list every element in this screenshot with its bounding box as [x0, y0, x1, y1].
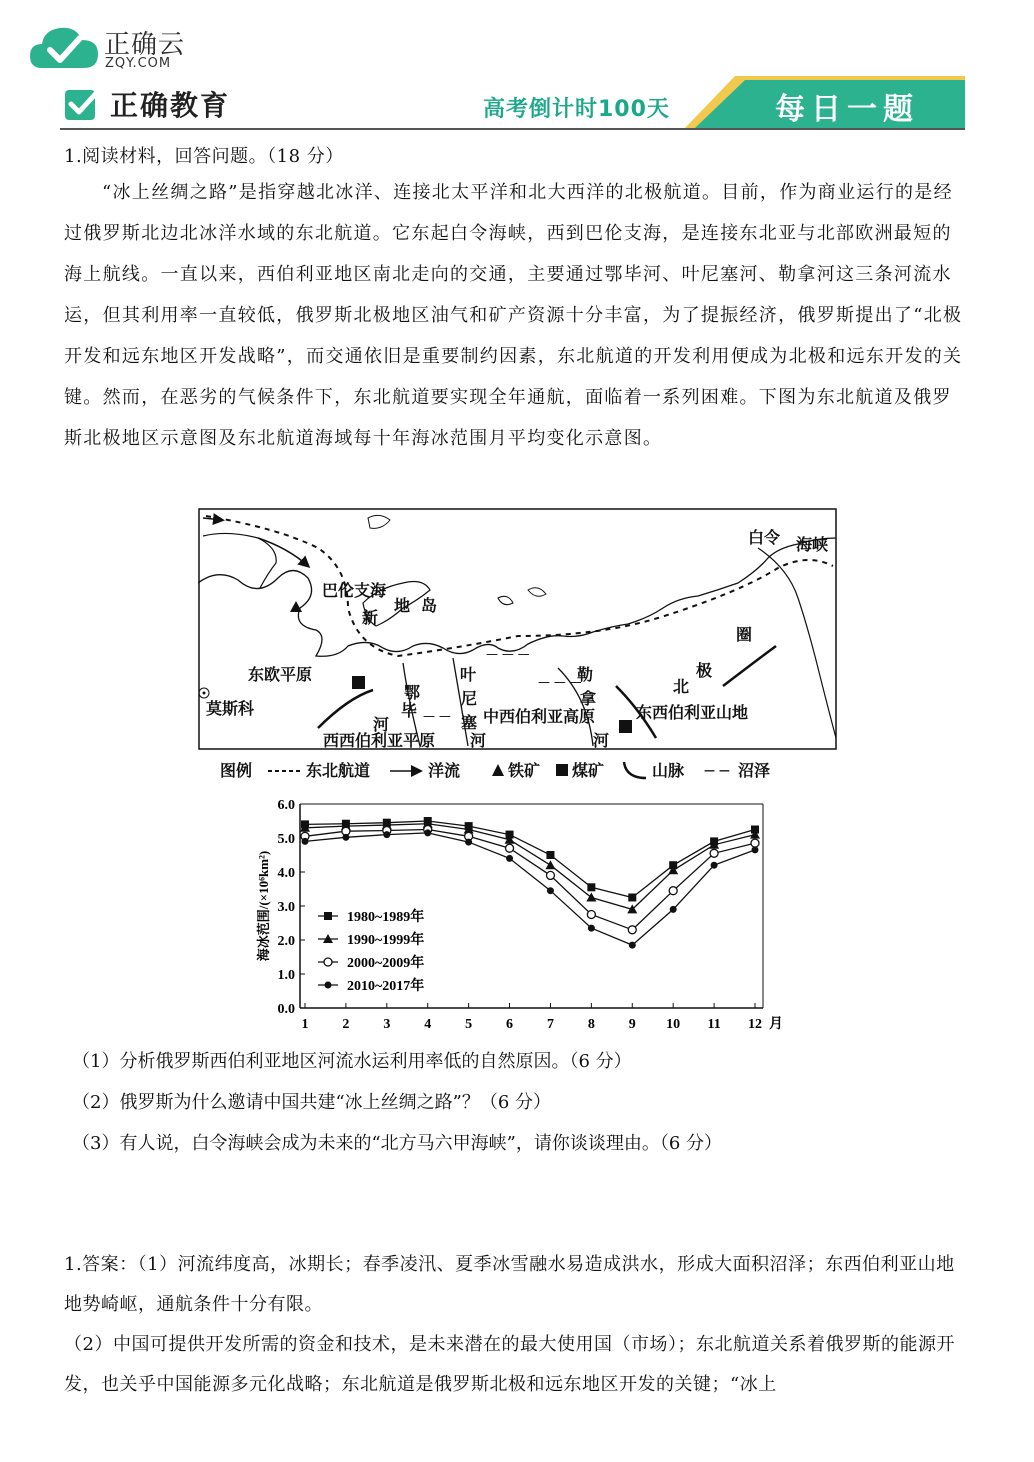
data-point	[628, 894, 636, 902]
data-point	[669, 887, 677, 895]
svg-text:— — —: — — —	[486, 647, 530, 661]
y-tick-label: 4.0	[277, 866, 295, 881]
x-tick-label: 6	[506, 1017, 514, 1032]
brand-title: 正确教育	[110, 89, 231, 122]
y-tick-label: 2.0	[277, 934, 295, 949]
data-point	[711, 862, 718, 869]
logo-domain: ZQY.COM	[105, 56, 172, 71]
answer-block	[64, 1245, 964, 1405]
data-point	[506, 855, 513, 862]
legend-mountain: 山脉	[652, 761, 685, 780]
map-label-yenisei-4: 河	[470, 731, 487, 750]
x-tick-label: 9	[628, 1017, 636, 1032]
legend-title: 图例	[220, 761, 253, 780]
sub-question-1: （1）分析俄罗斯西伯利亚地区河流水运利用率低的自然原因。（6 分）	[72, 1051, 632, 1072]
data-point	[710, 849, 718, 857]
data-point	[545, 860, 555, 869]
svg-text:— —: — —	[423, 709, 451, 723]
x-tick-label: 12	[748, 1017, 762, 1032]
data-point	[628, 926, 636, 934]
map-legend	[220, 761, 770, 780]
answer-part-1: 1.答案：（1）河流纬度高，冰期长；春季凌汛、夏季冰雪融水易造成洪水，形成大面积沼泽；东西伯利亚山地地势崎岖，通航条件十分有限。	[64, 1254, 955, 1315]
data-point	[325, 982, 332, 989]
map-label-strait: 海峡	[796, 535, 829, 554]
series-line	[305, 821, 755, 898]
data-point	[587, 883, 595, 891]
question-material: “冰上丝绸之路”是指穿越北冰洋、连接北太平洋和北大西洋的北极航道。目前，作为商业运行的是经过俄罗斯北边北冰洋水域的东北航道。它东起白令海峡，西到巴伦支海，是连接东北亚与北部欧洲最短的海上航线。一直以来，西伯利亚地区南北走向的交通，主要通过鄂毕河、叶尼塞河、勒拿河这三条河流水运，但其利用率一直较低，俄罗斯北极地区油气和矿产资源十分丰富，为了提振经济，俄罗斯提出了“北极开发和远东地区开发战略”，而交通依旧是重要制约因素，东北航道的开发利用便成为北极和远东开发的关键。然而，在恶劣的气候条件下，东北航道要实现全年通航，面临着一系列困难。下图为东北航道及俄罗斯北极地区示意图及东北航道海域每十年海冰范围月平均变化示意图。	[64, 182, 963, 449]
series-2	[300, 819, 760, 914]
svg-text:— —: — —	[704, 764, 730, 777]
x-tick-label: 11	[707, 1017, 721, 1032]
data-point	[342, 834, 349, 841]
legend-current: 洋流	[428, 761, 461, 780]
legend-label: 1980~1989年	[347, 910, 425, 925]
data-point	[383, 831, 390, 838]
y-tick-label: 6.0	[277, 798, 295, 813]
data-point	[324, 958, 332, 966]
data-point	[752, 846, 759, 853]
header-divider	[60, 128, 965, 130]
map-label-moscow: 莫斯科	[206, 699, 255, 718]
data-point	[324, 912, 332, 920]
map-label-novaya-2: 地	[394, 596, 411, 615]
data-point	[424, 829, 431, 836]
map-label-arctic-3: 圈	[736, 625, 753, 644]
map-label-bering: 白令	[748, 528, 781, 547]
legend-swamp: 沼泽	[738, 761, 771, 780]
data-point	[506, 844, 514, 852]
data-point	[670, 906, 677, 913]
series-line	[305, 824, 755, 910]
map-label-east-european-plain: 东欧平原	[248, 665, 313, 684]
y-axis-label: 海冰范围/(×10⁶km²)	[256, 850, 271, 962]
x-tick-label: 4	[424, 1017, 432, 1032]
map-label-novaya-3: 岛	[421, 596, 438, 615]
data-point	[546, 871, 554, 879]
map-label-ob-1: 鄂	[404, 683, 421, 702]
map-label-barents-sea: 巴伦支海	[322, 581, 387, 600]
map-label-yenisei-2: 尼	[461, 689, 478, 708]
x-tick-label: 3	[383, 1017, 391, 1032]
map-label-yenisei-1: 叶	[460, 665, 477, 684]
map-label-west-plain: 西西伯利亚平原	[323, 731, 436, 750]
legend-iron: 铁矿	[508, 761, 541, 780]
legend-label: 2000~2009年	[347, 956, 425, 971]
svg-text:— — —: — — —	[538, 675, 582, 689]
data-point	[465, 839, 472, 846]
map-label-ob-3: 河	[373, 715, 390, 734]
data-point	[629, 942, 636, 949]
map-label-lena-3: 河	[593, 731, 610, 750]
data-point	[547, 887, 554, 894]
x-tick-label: 5	[465, 1017, 473, 1032]
sub-question-3: （3）有人说，白令海峡会成为未来的“北方马六甲海峡”，请你谈谈理由。（6 分）	[72, 1133, 723, 1154]
countdown-text: 高考倒计时100天	[483, 97, 670, 122]
map-label-east-mountains: 东西伯利亚山地	[636, 703, 749, 722]
legend-label: 1990~1999年	[347, 933, 425, 948]
map-label-central-plateau: 中西伯利亚高原	[483, 707, 596, 726]
check-icon	[64, 86, 102, 122]
x-tick-label: 8	[587, 1017, 595, 1032]
y-tick-label: 0.0	[277, 1002, 295, 1017]
series-line	[305, 833, 755, 945]
data-point	[302, 838, 309, 845]
x-tick-label: 1	[301, 1017, 309, 1032]
legend-coal: 煤矿	[572, 761, 605, 780]
logo-name: 正确云	[104, 30, 186, 60]
northeast-passage-map	[198, 508, 838, 786]
x-unit-label: 月	[769, 1017, 783, 1032]
series-4	[302, 829, 759, 948]
x-tick-label: 10	[666, 1017, 681, 1032]
data-point	[587, 911, 595, 919]
answer-part-2: （2）中国可提供开发所需的资金和技术，是未来潜在的最大使用国（市场）；东北航道关系着俄罗斯的能源开发，也关乎中国能源多元化战略；东北航道是俄罗斯北极和远东地区开发的关键；“冰上	[64, 1334, 955, 1395]
y-tick-label: 3.0	[277, 900, 295, 915]
map-label-yenisei-3: 塞	[461, 713, 478, 732]
banner-label: 每日一题	[775, 92, 919, 127]
legend-route: 东北航道	[306, 761, 371, 780]
data-point	[751, 839, 759, 847]
data-point	[546, 851, 554, 859]
map-label-arctic-1: 北	[673, 677, 690, 696]
map-label-arctic-2: 极	[696, 661, 713, 680]
sub-question-2: （2）俄罗斯为什么邀请中国共建“冰上丝绸之路”？（6 分）	[72, 1092, 552, 1113]
map-label-lena-2: 拿	[580, 689, 597, 708]
data-point	[586, 893, 596, 902]
map-label-novaya-1: 新	[362, 608, 379, 627]
map-label-lena-1: 勒	[577, 665, 594, 684]
x-tick-label: 7	[546, 1017, 554, 1032]
y-tick-label: 5.0	[277, 832, 295, 847]
map-label-ob-2: 毕	[401, 701, 418, 720]
question-title: 1.阅读材料，回答问题。（18 分）	[64, 146, 344, 167]
sea-ice-chart	[250, 792, 810, 1037]
y-tick-label: 1.0	[277, 968, 295, 983]
legend-label: 2010~2017年	[347, 979, 425, 994]
x-tick-label: 2	[342, 1017, 350, 1032]
data-point	[588, 925, 595, 932]
zqy-logo-icon	[30, 24, 100, 70]
